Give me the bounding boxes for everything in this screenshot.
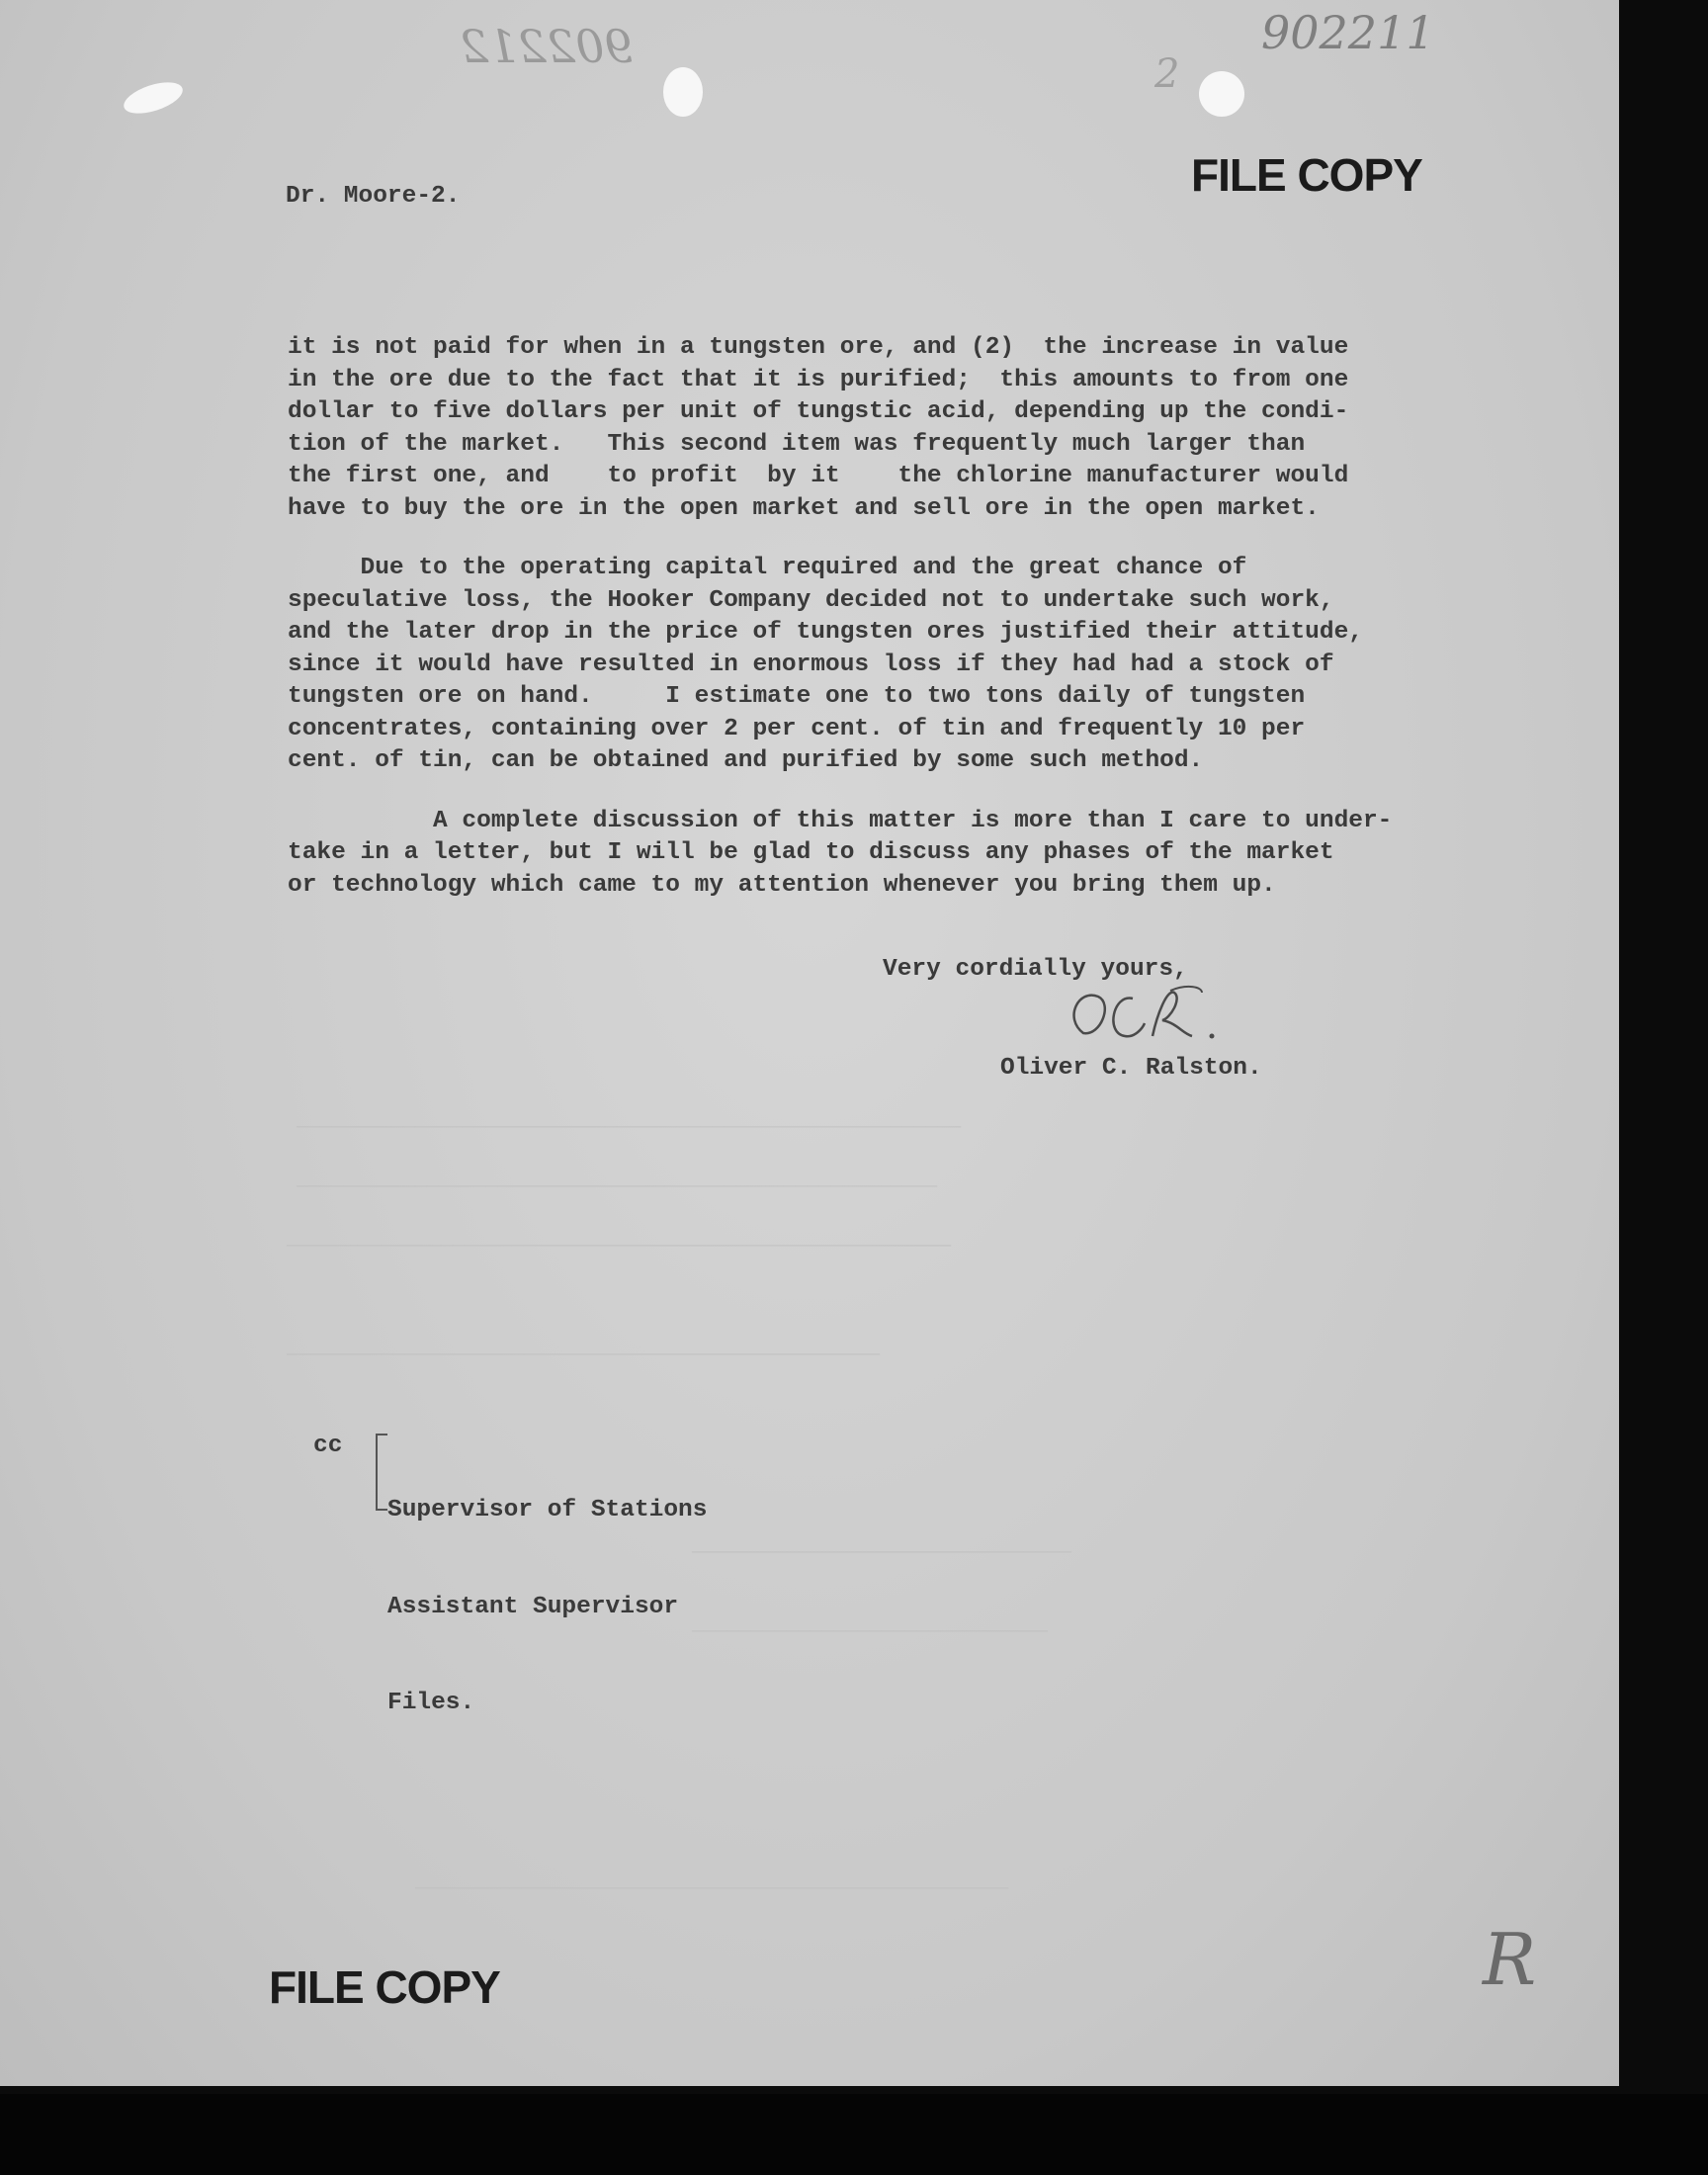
paragraph-gap bbox=[288, 778, 1392, 806]
text-line: it is not paid for when in a tungsten ore, and (2) the increase in value bbox=[288, 334, 1349, 361]
cc-item: Assistant Supervisor bbox=[387, 1593, 679, 1620]
text-line: dollar to five dollars per unit of tungstic acid, depending up the condi- bbox=[288, 398, 1349, 425]
text-line: tungsten ore on hand. I estimate one to two tons daily of tungsten bbox=[288, 683, 1306, 710]
signature bbox=[1054, 979, 1232, 1058]
bleed-through-texture: ──────────────────────────────── bbox=[692, 1542, 1072, 1565]
punch-hole-center bbox=[663, 67, 703, 117]
text-line: and the later drop in the price of tungsten ores justified their attitude, bbox=[288, 619, 1363, 646]
text-line: speculative loss, the Hooker Company decided not to undertake such work, bbox=[288, 586, 1334, 614]
reversed-file-number: 902212 bbox=[460, 20, 634, 73]
text-line: in the ore due to the fact that it is purified; this amounts to from one bbox=[288, 366, 1349, 393]
punch-hole-left bbox=[121, 76, 187, 120]
cc-item: Files. bbox=[387, 1690, 475, 1716]
text-line: or technology which came to my attention whenever you bring them up. bbox=[288, 871, 1276, 899]
text-line: have to buy the ore in the open market and sell ore in the open market. bbox=[288, 494, 1320, 522]
cc-item: Supervisor of Stations bbox=[387, 1497, 708, 1523]
file-copy-stamp-top: FILE COPY bbox=[1191, 149, 1422, 201]
bleed-through-texture: ────────────────────────────────────────────────────── bbox=[297, 1176, 938, 1199]
scan-bottom-strip bbox=[0, 2094, 1708, 2175]
text-line: take in a letter, but I will be glad to discuss any phases of the market bbox=[288, 839, 1334, 866]
paragraph-gap bbox=[288, 525, 1392, 553]
closing-line: Very cordially yours, bbox=[883, 956, 1188, 983]
bleed-through-texture: ────────────────────────────── bbox=[692, 1621, 1049, 1644]
text-line: since it would have resulted in enormous loss if they had had a stock of bbox=[288, 651, 1334, 678]
punch-hole-right bbox=[1199, 71, 1244, 117]
cc-list bbox=[387, 1431, 707, 1784]
cc-bracket bbox=[376, 1434, 387, 1511]
page-header: Dr. Moore-2. bbox=[286, 183, 461, 210]
file-number: 902211 bbox=[1261, 6, 1435, 59]
bleed-through-texture: ────────────────────────────────────────────────── bbox=[287, 1345, 881, 1367]
text-line: Due to the operating capital required and the great chance of bbox=[288, 555, 1247, 581]
text-line: A complete discussion of this matter is more than I care to under- bbox=[288, 807, 1393, 834]
text-line: the first one, and to profit by it the chlorine manufacturer would bbox=[288, 463, 1349, 489]
paragraph bbox=[288, 806, 1392, 903]
small-handwritten-mark: 2 bbox=[1154, 51, 1180, 97]
text-line: tion of the market. This second item was frequently much larger than bbox=[288, 430, 1306, 458]
letter-body bbox=[288, 332, 1392, 902]
signer-name: Oliver C. Ralston. bbox=[1000, 1055, 1262, 1082]
bleed-through-texture: ────────────────────────────────────────────────── bbox=[415, 1878, 1009, 1901]
corner-handwritten-mark: R bbox=[1483, 1918, 1537, 2001]
text-line: concentrates, containing over 2 per cent. of tin and frequently 10 per bbox=[288, 715, 1306, 742]
file-copy-stamp-bottom: FILE COPY bbox=[269, 1961, 500, 2013]
text-line: cent. of tin, can be obtained and purified by some such method. bbox=[288, 747, 1204, 774]
bleed-through-texture: ──────────────────────────────────────────────────────── bbox=[297, 1117, 962, 1140]
cc-label: cc bbox=[313, 1433, 343, 1459]
bleed-through-texture: ──────────────────────────────────────────────────────── bbox=[287, 1236, 952, 1259]
paragraph bbox=[288, 332, 1392, 525]
paragraph bbox=[288, 553, 1392, 778]
